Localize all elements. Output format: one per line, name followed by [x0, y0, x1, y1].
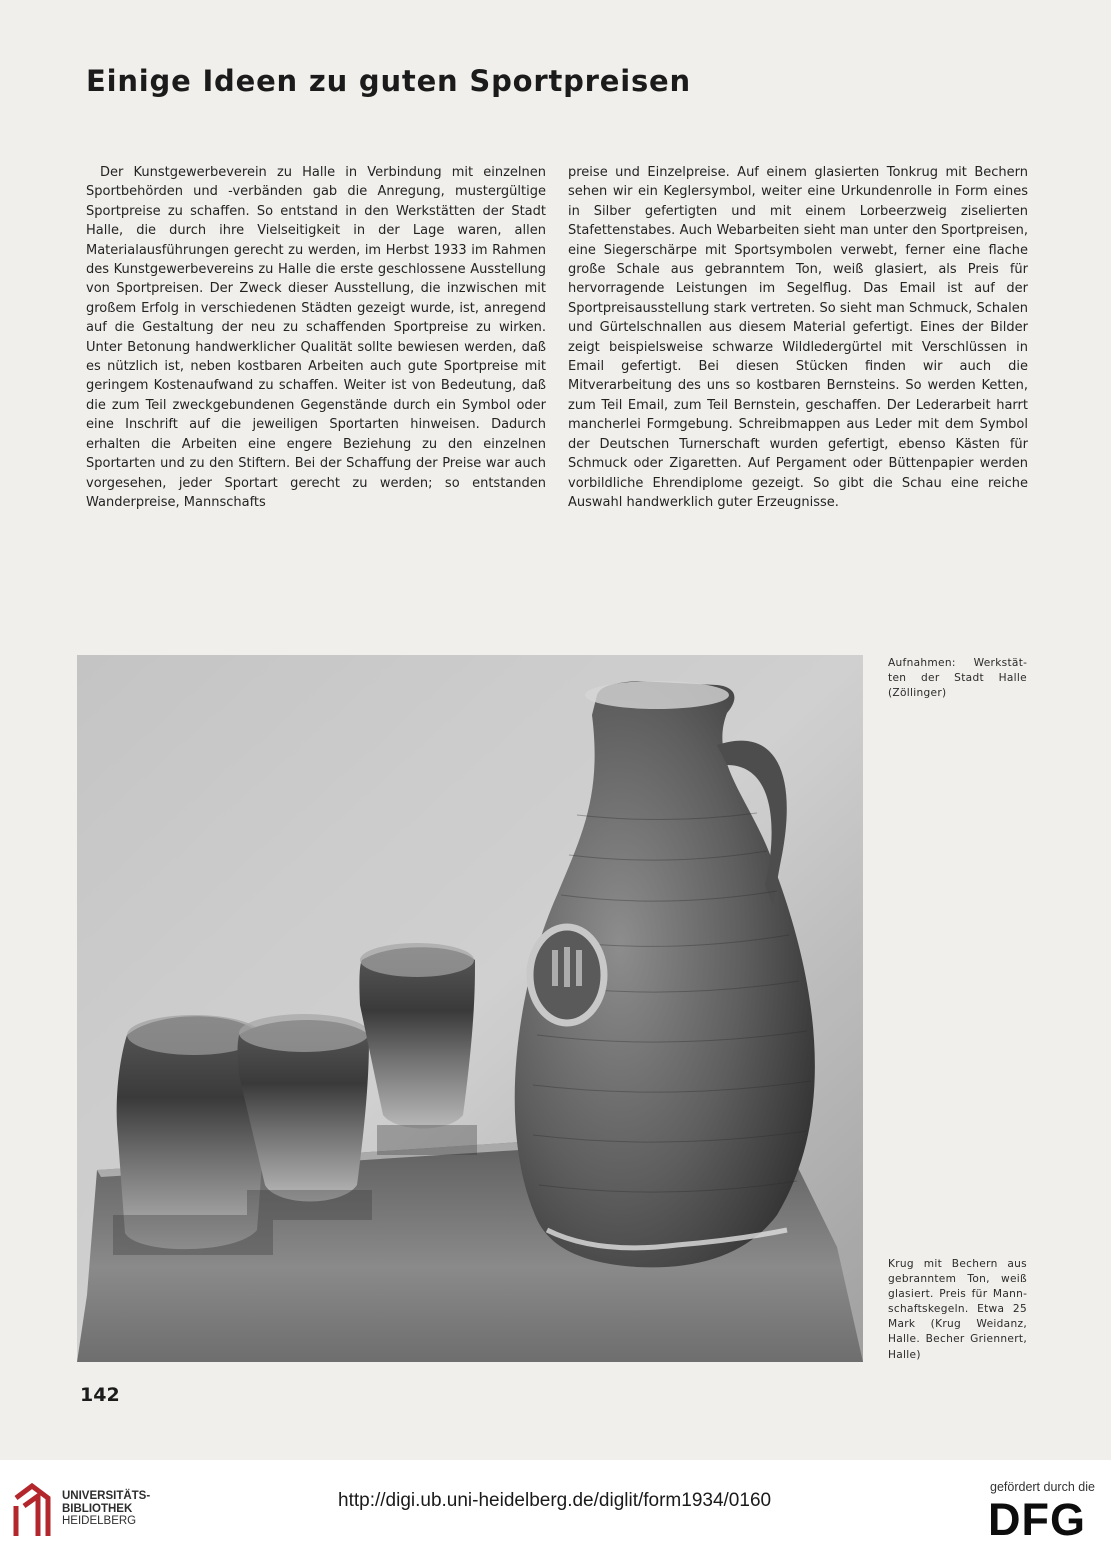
library-line-1: UNIVERSITÄTS- [62, 1490, 151, 1502]
permalink-url[interactable]: http://digi.ub.uni-heidelberg.de/diglit/form1934/0160 [338, 1490, 772, 1511]
text-column-left: Der Kunstgewerbeverein zu Halle in Verbindung mit einzelnen Sportbehörden und -verbänden gab die Anregung, mustergültige Sportpreise zu schaffen. So entstand in den Werkstätten der Stadt Halle, die durch ihre Vielseitigkeit in der Lage waren, allen Materialausführungen gerecht zu werden, im Herbst 1933 im Rahmen des Kunstgewerbevereins zu Halle die erste geschlossene Ausstellung von Sportpreisen. Der Zweck dieser Ausstellung, die inzwischen mit großem Erfolg in verschiedenen Städten gezeigt wurde, ist, anregend auf die Gestaltung der neu zu schaffenden Sportpreise zu wirken. Unter Betonung handwerklicher Qualität sollte bewiesen werden, daß es nützlich ist, neben kostbaren Arbeiten auch gute Sportpreise mit geringem Kostenaufwand zu schaffen. Weiter ist von Bedeutung, daß die zum Teil zweckgebundenen Gegenstände durch ein Symbol oder eine Inschrift auf die jeweiligen Sportarten hinweisen. Dadurch erhalten die Arbeiten eine engere Beziehung zu den einzelnen Sportarten und zu den Stiftern. Bei der Schaffung der Preise war auch vorgesehen, jeder Sportart gerecht zu werden; so entstanden Wanderpreise, Mannschafts [86, 165, 546, 510]
dfg-logo: DFG [988, 1494, 1086, 1545]
photo-credit: Aufnahmen: Werkstätten der Stadt Halle (Zöllinger) [888, 657, 1027, 700]
photo-caption: Krug mit Bechern aus gebranntem Ton, weiß glasiert. Preis für Mannschaftskegeln. Etwa 25 Mark (Krug Weidanz, Halle. Becher Griennert, Halle) [888, 1258, 1027, 1361]
library-line-3: HEIDELBERG [62, 1515, 137, 1527]
page-number: 142 [80, 1384, 120, 1406]
text-column-right: preise und Einzelpreise. Auf einem glasierten Tonkrug mit Bechern sehen wir ein Keglersymbol, weiter eine Urkundenrolle in Form eines in Silber gefertigten und mit einem Lorbeerzweig ziselierten Stafettenstabes. Auch Webarbeiten sieht man unter den Sportpreisen, eine Siegerschärpe mit Sportsymbolen verwebt, ferner eine flache große Schale aus gebranntem Ton, weiß glasiert, als Preis für hervorragende Leistungen im Segelflug. Das Email ist auf der Sportpreisausstellung stark vertreten. So sieht man Schmuck, Schalen und Gürtelschnallen aus diesem Material gefertigt. Eines der Bilder zeigt beispielsweise schwarze Wildledergürtel mit Verschlüssen in Email gefertigt. Bei diesen Stücken finden wir auch die Mitverarbeitung des uns so kostbaren Bernsteins. So werden Ketten, zum Teil Email, zum Teil Bernstein, geschaffen. Der Lederarbeit harrt mancherlei Formgebung. Schreibmappen aus Leder mit dem Symbol der Deutschen Turnerschaft wurden gefertigt, ebenso Kästen für Schmuck oder Zigaretten. Auf Pergament oder Büttenpapier werden vorbildliche Ehrendiplome gezeigt. So gibt die Schau eine reiche Auswahl handwerklich guter Erzeugnisse. [568, 165, 1028, 510]
university-library-logo-icon [10, 1482, 56, 1540]
funded-by-label: gefördert durch die [990, 1480, 1095, 1494]
university-library-name [62, 1490, 150, 1528]
photo-jug-with-cups [77, 655, 863, 1362]
article-title: Einige Ideen zu guten Sportpreisen [86, 64, 691, 98]
library-line-2: BIBLIOTHEK [62, 1502, 133, 1515]
